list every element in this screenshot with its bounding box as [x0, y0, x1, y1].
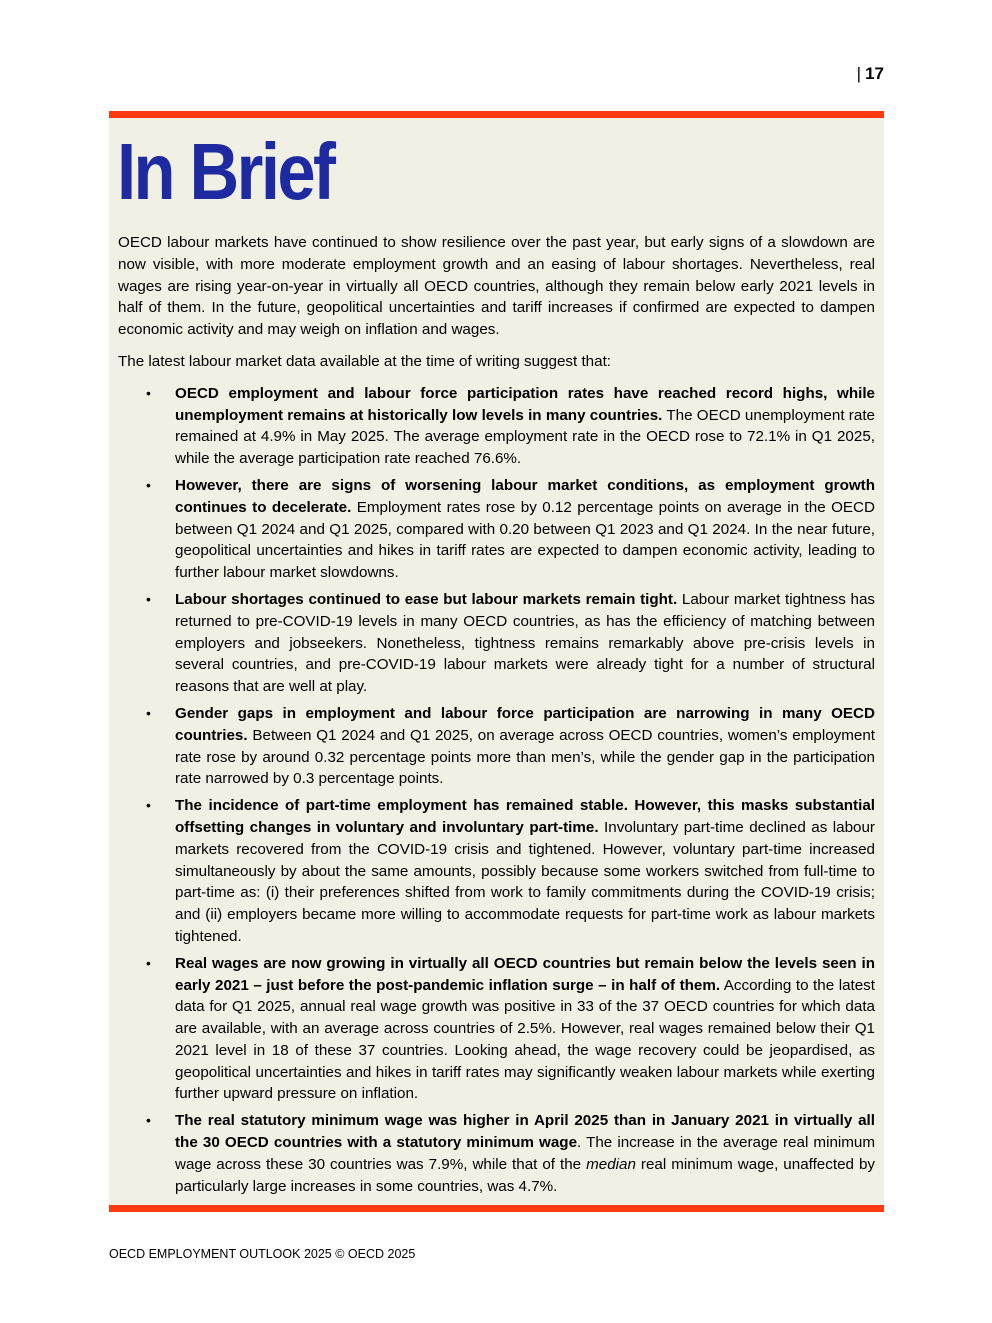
bullet-icon: •	[146, 590, 151, 607]
list-item-heading: OECD employment and labour force participation rates have reached record highs, while unemployment remains at historically low levels in many countries.	[175, 384, 875, 424]
findings-list	[118, 383, 875, 1198]
list-item-heading: Labour shortages continued to ease but labour markets remain tight.	[175, 590, 678, 608]
list-item-text: The OECD unemployment rate remained at 4.9% in May 2025. The average employment rate in the OECD rose to 72.1% in Q1 2025, while the average participation rate reached 76.6%.	[175, 406, 875, 468]
bullet-icon: •	[146, 954, 151, 971]
list-item-text: Employment rates rose by 0.12 percentage points on average in the OECD between Q1 2024 and Q1 2025, compared with 0.20 between Q1 2023 and Q1 2024. In the near future, geopolitical uncertainties and hikes in tariff rates are expected to dampen economic activity, leading to further labour market slowdowns.	[175, 498, 875, 582]
page-number	[857, 64, 884, 84]
box-content	[118, 232, 875, 1202]
list-item-heading: Real wages are now growing in virtually all OECD countries but remain below the levels seen in early 2021 – just before the post-pandemic inflation surge – in half of them.	[175, 954, 875, 994]
list-item	[118, 1110, 875, 1197]
list-item-heading: However, there are signs of worsening labour market conditions, as employment growth continues to decelerate.	[175, 476, 875, 516]
list-item-heading: The real statutory minimum wage was higher in April 2025 than in January 2021 in virtually all the 30 OECD countries with a statutory minimum wage	[175, 1112, 875, 1152]
list-item-text-end: real minimum wage, unaffected by particularly large increases in some countries, was 4.7%.	[175, 1155, 875, 1195]
list-item	[118, 383, 875, 470]
list-item-text: . The increase in the average real minimum wage across these 30 countries was 7.9%, while that of the	[175, 1134, 876, 1173]
lead-paragraph: The latest labour market data available at the time of writing suggest that:	[118, 352, 612, 370]
list-item	[118, 589, 875, 698]
list-item-heading: Gender gaps in employment and labour force participation are narrowing in many OECD countries.	[175, 704, 875, 744]
list-item-text: Between Q1 2024 and Q1 2025, on average across OECD countries, women’s employment rate rose by around 0.32 percentage points more than men’s, while the gender gap in the participation rate narrowed by 0.3 percentage points.	[175, 726, 875, 788]
intro-paragraph: OECD labour markets have continued to show resilience over the past year, but early signs of a slowdown are now visible, with more moderate employment growth and an easing of labour shortages. Nevertheless, real wages are rising year-on-year in virtually all OECD countries, although they remain below early 2021 levels in half of them. In the future, geopolitical uncertainties and tariff increases if confirmed are expected to dampen economic activity and may weigh on inflation and wages.	[118, 234, 875, 339]
page-number-value: 17	[865, 64, 884, 83]
list-item	[118, 475, 875, 584]
list-item-emphasis: median	[586, 1155, 636, 1173]
list-item-text: According to the latest data for Q1 2025, annual real wage growth was positive in 33 of the 37 OECD countries for which data are available, with an average across countries of 2.5%. However, real wages remained below their Q1 2021 level in 18 of these 37 countries. Looking ahead, the wage recovery could be jeopardised, as geopolitical uncertainties and hikes in tariff rates may significantly weaken labour markets while exerting further upward pressure on inflation.	[175, 976, 875, 1103]
bullet-icon: •	[146, 1112, 151, 1129]
page-footer: OECD EMPLOYMENT OUTLOOK 2025 © OECD 2025	[109, 1247, 416, 1261]
list-item	[118, 953, 875, 1106]
list-item	[118, 795, 875, 948]
bullet-icon: •	[146, 797, 151, 814]
page-number-separator: |	[856, 64, 862, 83]
box-title: In Brief	[117, 127, 334, 216]
bullet-icon: •	[146, 384, 151, 401]
bullet-icon: •	[146, 476, 151, 493]
list-item-text: Labour market tightness has returned to pre-COVID-19 levels in many OECD countries, as has the efficiency of matching between employers and jobseekers. Nonetheless, tightness remains remarkably above pre-crisis levels in several countries, and pre-COVID-19 labour markets were already tight for a number of structural reasons that are well at play.	[175, 590, 875, 696]
list-item-heading: The incidence of part-time employment has remained stable. However, this masks substantial offsetting changes in voluntary and involuntary part-time.	[175, 797, 875, 836]
bullet-icon: •	[146, 704, 151, 721]
list-item	[118, 703, 875, 790]
list-item-text: Involuntary part-time declined as labour markets recovered from the COVID-19 crisis and tightened. However, voluntary part-time increased simultaneously by about the same amounts, possibly because some workers switched from full-time to part-time as: (i) their preferences shifted from work to family commitments during the COVID-19 crisis; and (ii) employers became more willing to accommodate requests for part-time work as labour markets tightened.	[175, 818, 875, 945]
in-brief-box	[109, 111, 884, 1212]
